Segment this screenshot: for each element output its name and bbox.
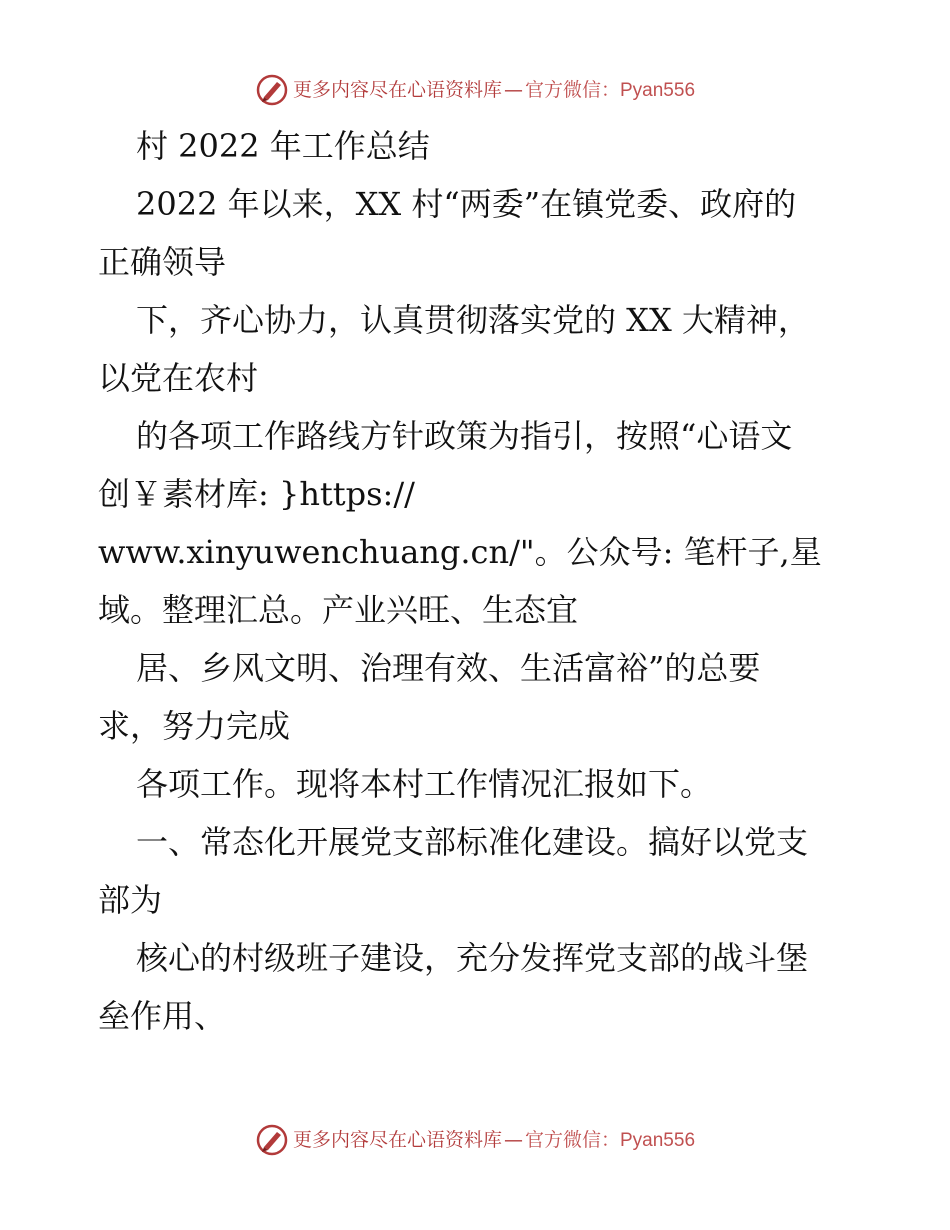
- paragraph-line: 核心的村级班子建设，充分发挥党支部的战斗堡: [136, 939, 809, 977]
- banner-wechat-id: Pyan556: [620, 79, 696, 101]
- paragraph-line: 以党在农村: [98, 359, 259, 397]
- paragraph-line: 正确领导: [98, 243, 227, 281]
- header-banner: [0, 70, 950, 110]
- paragraph-line: 各项工作。现将本村工作情况汇报如下。: [136, 765, 713, 803]
- banner-wechat-label: 官方微信：: [524, 78, 620, 101]
- banner-dash: —: [503, 1128, 523, 1151]
- paragraph-line: www.xinyuwenchuang.cn/"。公众号: 笔杆子,星: [98, 533, 822, 571]
- document-body: [98, 124, 858, 1052]
- banner-dash: —: [503, 78, 523, 101]
- paragraph-line: 域。整理汇总。产业兴旺、生态宜: [98, 591, 579, 629]
- paragraph-line: 创￥素材库: }https://: [98, 475, 415, 513]
- document-title: 村 2022 年工作总结: [136, 127, 430, 165]
- paragraph-line: 2022 年以来，XX 村“两委”在镇党委、政府的: [136, 185, 797, 223]
- banner-main-text: 更多内容尽在心语资料库: [292, 78, 502, 101]
- banner-main-text: 更多内容尽在心语资料库: [292, 1128, 502, 1151]
- red-pen-logo-icon: [255, 73, 289, 107]
- paragraph-line: 垒作用、: [98, 997, 227, 1035]
- banner-wechat-label: 官方微信：: [524, 1128, 620, 1151]
- footer-banner: [0, 1120, 950, 1160]
- paragraph-line: 求，努力完成: [98, 707, 291, 745]
- paragraph-line: 的各项工作路线方针政策为指引，按照“心语文: [136, 417, 793, 455]
- banner-wechat-id: Pyan556: [620, 1129, 696, 1151]
- section-heading-line: 一、常态化开展党支部标准化建设。搞好以党支: [136, 823, 809, 861]
- red-pen-logo-icon: [255, 1123, 289, 1157]
- paragraph-line: 下，齐心协力，认真贯彻落实党的 XX 大精神，: [136, 301, 810, 339]
- paragraph-line: 部为: [98, 881, 163, 919]
- paragraph-line: 居、乡风文明、治理有效、生活富裕”的总要: [136, 649, 761, 687]
